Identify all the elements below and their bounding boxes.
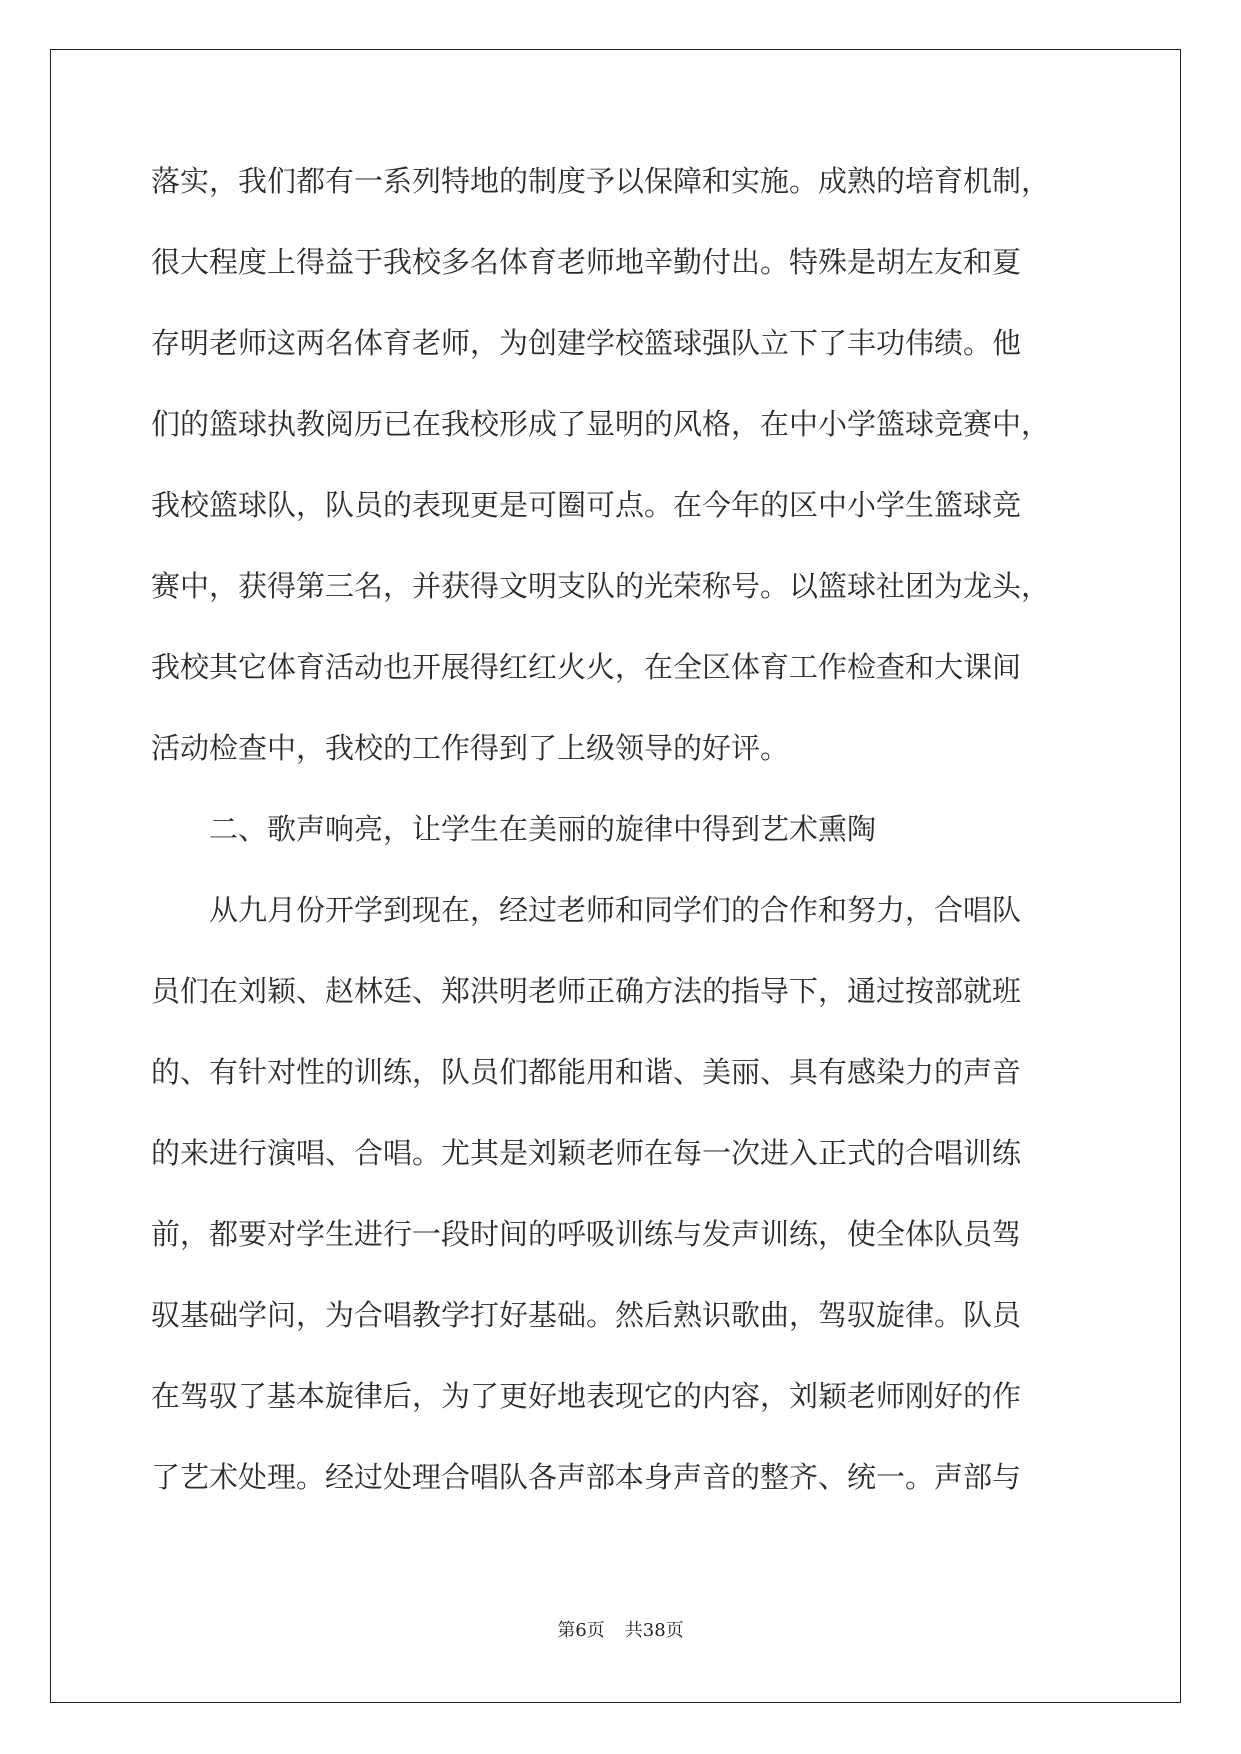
body-line: 了艺术处理。经过处理合唱队各声部本身声音的整齐、统一。声部与 bbox=[151, 1460, 1022, 1494]
page-number: 第6页 bbox=[557, 1620, 605, 1641]
body-line: 我校其它体育活动也开展得红红火火，在全区体育工作检查和大课间 bbox=[151, 650, 1022, 684]
body-line: 前，都要对学生进行一段时间的呼吸训练与发声训练，使全体队员驾 bbox=[151, 1217, 1022, 1251]
body-line: 赛中，获得第三名，并获得文明支队的光荣称号。以篮球社团为龙头， bbox=[151, 569, 1051, 603]
body-line: 存明老师这两名体育老师，为创建学校篮球强队立下了丰功伟绩。他 bbox=[151, 326, 1022, 360]
page-footer bbox=[0, 1616, 1241, 1642]
body-line: 很大程度上得益于我校多名体育老师地辛勤付出。特殊是胡左友和夏 bbox=[151, 245, 1022, 279]
body-line: 活动检查中，我校的工作得到了上级领导的好评。 bbox=[151, 731, 790, 765]
section-heading: 二、歌声响亮，让学生在美丽的旋律中得到艺术熏陶 bbox=[209, 812, 877, 846]
page-border bbox=[50, 49, 1181, 1703]
body-line: 我校篮球队，队员的表现更是可圈可点。在今年的区中小学生篮球竞 bbox=[151, 488, 1022, 522]
body-line: 驭基础学问，为合唱教学打好基础。然后熟识歌曲，驾驭旋律。队员 bbox=[151, 1298, 1022, 1332]
body-line: 在驾驭了基本旋律后，为了更好地表现它的内容，刘颖老师刚好的作 bbox=[151, 1379, 1022, 1413]
body-line: 的、有针对性的训练，队员们都能用和谐、美丽、具有感染力的声音 bbox=[151, 1055, 1022, 1089]
paragraph-first-line: 从九月份开学到现在，经过老师和同学们的合作和努力，合唱队 bbox=[209, 893, 1022, 927]
body-line: 员们在刘颖、赵林廷、郑洪明老师正确方法的指导下，通过按部就班 bbox=[151, 974, 1022, 1008]
body-line: 的来进行演唱、合唱。尤其是刘颖老师在每一次进入正式的合唱训练 bbox=[151, 1136, 1022, 1170]
body-line: 们的篮球执教阅历已在我校形成了显明的风格，在中小学篮球竞赛中， bbox=[151, 407, 1051, 441]
body-line: 落实，我们都有一系列特地的制度予以保障和实施。成熟的培育机制， bbox=[151, 164, 1051, 198]
page-total: 共38页 bbox=[624, 1620, 684, 1641]
